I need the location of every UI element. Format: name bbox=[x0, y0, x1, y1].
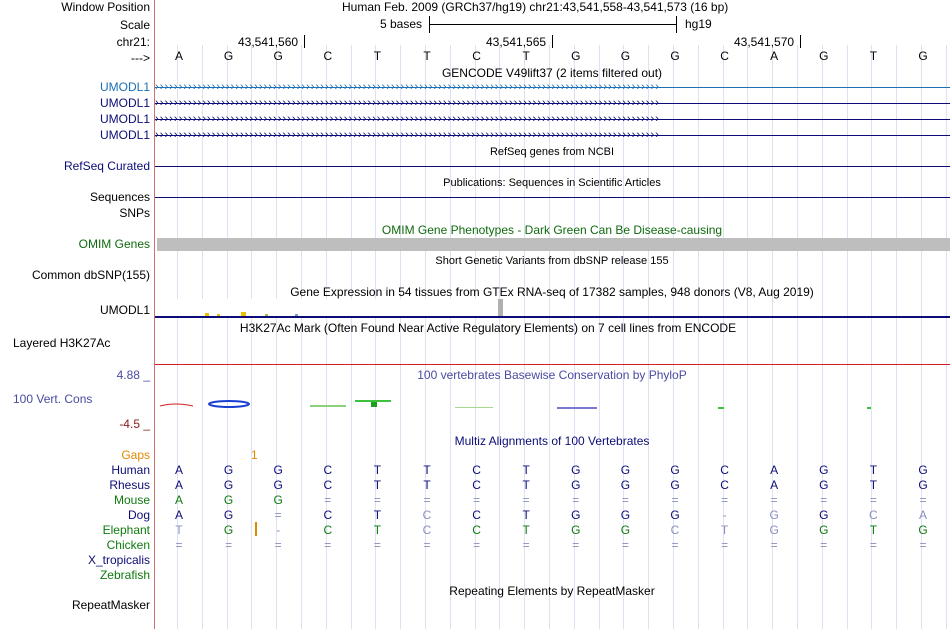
strand-arrows: › › › › › › › › › › › › › › › › › › › › › › › › › › › › › › › › › › › › › › › › › › › › › › › › › › › › › › › › › › › › › › › › › › › › › › › › › › › › › › › › › › › › › › › › › › › › › › › › › › › › › › › › › › › bbox=[155, 81, 658, 93]
alignment-base: G bbox=[670, 508, 680, 522]
strand-arrows: › › › › › › › › › › › › › › › › › › › › › › › › › › › › › › › › › › › › › › › › › › › › › › › › › › › › › › › › › › › › › › › › › › › › › › › › › › › › › › › › › › › › › › › › › › › › › › › › › › › › › › › › › › › bbox=[155, 113, 658, 125]
alignment-base: A bbox=[174, 463, 183, 477]
reference-base: T bbox=[522, 49, 530, 63]
alignment-base: C bbox=[472, 478, 481, 492]
alignment-base: = bbox=[820, 493, 828, 507]
gencode-item-label[interactable]: UMODL1 bbox=[99, 96, 150, 110]
alignment-base: T bbox=[720, 523, 729, 537]
alignment-base: = bbox=[225, 538, 233, 552]
alignment-base: = bbox=[373, 538, 381, 552]
refseq-gene-line[interactable] bbox=[155, 166, 950, 167]
phylop-signal[interactable] bbox=[155, 396, 950, 412]
alignment-base: C bbox=[720, 463, 729, 477]
reference-base: G bbox=[273, 49, 283, 63]
gencode-transcript[interactable] bbox=[155, 129, 950, 142]
alignment-base: T bbox=[522, 508, 530, 522]
species-label-human: Human bbox=[111, 463, 150, 477]
phylop-max-label: 4.88 _ bbox=[116, 368, 150, 382]
alignment-base: G bbox=[223, 463, 234, 477]
alignment-base: = bbox=[423, 493, 431, 507]
alignment-base: = bbox=[919, 493, 927, 507]
alignment-base: G bbox=[819, 463, 829, 477]
phylop-min-label: -4.5 _ bbox=[119, 417, 150, 431]
species-label-rhesus: Rhesus bbox=[109, 478, 150, 492]
alignment-base: G bbox=[819, 523, 829, 537]
alignment-base: G bbox=[620, 478, 631, 492]
scale-value: 5 bases bbox=[380, 17, 423, 31]
alignment-base: T bbox=[373, 523, 382, 537]
alignment-base: G bbox=[223, 523, 234, 537]
alignment-base: G bbox=[223, 478, 234, 492]
alignment-base: T bbox=[869, 478, 878, 492]
alignment-base: T bbox=[423, 463, 431, 477]
alignment-base: = bbox=[572, 493, 580, 507]
alignment-base: = bbox=[671, 493, 679, 507]
window-position-value: Human Feb. 2009 (GRCh37/hg19) chr21:43,541,558-43,541,573 (16 bp) bbox=[342, 0, 729, 14]
alignment-base: G bbox=[273, 478, 283, 492]
gaps-label: Gaps bbox=[121, 448, 150, 462]
alignment-base: A bbox=[174, 508, 183, 522]
scale-bar-right-tick bbox=[676, 16, 677, 33]
window-position-label: Window Position bbox=[61, 0, 150, 14]
ruler-position: 43,541,570 bbox=[734, 35, 795, 49]
omim-gene-bar[interactable] bbox=[157, 238, 950, 251]
alignment-base: G bbox=[769, 523, 779, 537]
alignment-base: = bbox=[274, 508, 282, 522]
refseq-side-label[interactable]: RefSeq Curated bbox=[63, 159, 150, 173]
h3k27ac-signal-line[interactable] bbox=[155, 364, 950, 365]
alignment-base: T bbox=[522, 463, 530, 477]
reference-base: A bbox=[770, 49, 779, 63]
alignment-base: = bbox=[274, 538, 282, 552]
alignment-base: = bbox=[373, 493, 381, 507]
alignment-base: = bbox=[473, 493, 481, 507]
phylop-track-title[interactable]: 100 vertebrates Basewise Conservation by PhyloP bbox=[417, 368, 687, 382]
alignment-base: = bbox=[869, 493, 877, 507]
chrom-label: chr21: bbox=[116, 35, 150, 49]
alignment-base: = bbox=[721, 538, 729, 552]
reference-base: T bbox=[373, 49, 382, 63]
alignment-base: G bbox=[620, 463, 631, 477]
reference-base: C bbox=[720, 49, 729, 63]
ruler-tick bbox=[304, 35, 305, 48]
alignment-base: = bbox=[522, 538, 530, 552]
alignment-base: T bbox=[522, 523, 530, 537]
gap-marker bbox=[255, 522, 257, 536]
h3k27ac-side-label[interactable]: Layered H3K27Ac bbox=[13, 336, 111, 350]
repeatmasker-track-title[interactable]: Repeating Elements by RepeatMasker bbox=[449, 584, 655, 598]
alignment-base: G bbox=[769, 508, 779, 522]
alignment-base: G bbox=[571, 508, 581, 522]
alignment-base: C bbox=[323, 523, 333, 537]
alignment-base: C bbox=[670, 523, 680, 537]
species-label-elephant: Elephant bbox=[102, 523, 150, 537]
alignment-base: T bbox=[522, 478, 530, 492]
alignment-base: C bbox=[472, 508, 481, 522]
alignment-base: G bbox=[571, 478, 581, 492]
alignment-base: = bbox=[820, 538, 828, 552]
alignment-base: G bbox=[670, 463, 680, 477]
species-label-chicken: Chicken bbox=[106, 538, 150, 552]
reference-base: T bbox=[423, 49, 431, 63]
alignment-base: T bbox=[869, 463, 878, 477]
publications-line[interactable] bbox=[155, 197, 950, 198]
alignment-base: = bbox=[324, 538, 332, 552]
alignment-base: A bbox=[770, 478, 779, 492]
reference-base: A bbox=[174, 49, 183, 63]
reference-base: G bbox=[918, 49, 928, 63]
gencode-transcript[interactable] bbox=[155, 113, 950, 126]
species-label-mouse: Mouse bbox=[113, 493, 150, 507]
alignment-base: - bbox=[722, 508, 727, 522]
alignment-base: T bbox=[175, 523, 183, 537]
gtex-track-title[interactable]: Gene Expression in 54 tissues from GTEx RNA-seq of 17382 samples, 948 donors (V8, Aug 2019) bbox=[290, 285, 814, 299]
alignment-base: = bbox=[869, 538, 877, 552]
alignment-base: - bbox=[276, 523, 281, 537]
alignment-base: T bbox=[373, 508, 382, 522]
gtex-expression-bars[interactable] bbox=[155, 299, 950, 319]
h3k27ac-track-title[interactable]: H3K27Ac Mark (Often Found Near Active Regulatory Elements) on 7 cell lines from ENCODE bbox=[239, 321, 737, 335]
snps-side-label[interactable]: SNPs bbox=[119, 206, 150, 220]
gencode-transcript[interactable] bbox=[155, 81, 950, 94]
ruler-tick bbox=[800, 35, 801, 48]
alignment-base: G bbox=[620, 523, 631, 537]
ruler-tick bbox=[552, 35, 553, 48]
alignment-base: T bbox=[423, 478, 431, 492]
gencode-item-label[interactable]: UMODL1 bbox=[99, 112, 150, 126]
alignment-base: = bbox=[721, 493, 729, 507]
alignment-base: G bbox=[571, 523, 581, 537]
publications-side-label[interactable]: Sequences bbox=[89, 190, 150, 204]
species-label-x-tropicalis: X_tropicalis bbox=[87, 553, 150, 567]
alignment-base: = bbox=[919, 538, 927, 552]
alignment-base: G bbox=[620, 508, 631, 522]
dbsnp-side-label[interactable]: Common dbSNP(155) bbox=[31, 268, 150, 282]
alignment-base: G bbox=[273, 463, 283, 477]
alignment-base: A bbox=[174, 478, 183, 492]
alignment-base: = bbox=[324, 493, 332, 507]
alignment-base: = bbox=[473, 538, 481, 552]
alignment-base: A bbox=[918, 508, 927, 522]
dbsnp-track-title[interactable]: Short Genetic Variants from dbSNP release 155 bbox=[435, 255, 669, 267]
reference-base: G bbox=[223, 49, 234, 63]
alignment-base: = bbox=[522, 493, 530, 507]
reference-base: G bbox=[819, 49, 829, 63]
gap-marker: 1 bbox=[251, 448, 258, 462]
alignment-base: = bbox=[175, 538, 183, 552]
alignment-base: T bbox=[373, 478, 382, 492]
omim-track-title[interactable]: OMIM Gene Phenotypes - Dark Green Can Be Disease-causing bbox=[381, 223, 723, 237]
gtex-side-label[interactable]: UMODL1 bbox=[99, 303, 150, 317]
reference-sequence bbox=[155, 50, 950, 64]
publications-track-title[interactable]: Publications: Sequences in Scientific Articles bbox=[443, 177, 661, 189]
alignment-base: G bbox=[819, 508, 829, 522]
strand-arrows: › › › › › › › › › › › › › › › › › › › › › › › › › › › › › › › › › › › › › › › › › › › › › › › › › › › › › › › › › › › › › › › › › › › › › › › › › › › › › › › › › › › › › › › › › › › › › › › › › › › › › › › › › › › bbox=[155, 129, 658, 141]
alignment-base: G bbox=[819, 478, 829, 492]
ruler-position: 43,541,560 bbox=[238, 35, 299, 49]
refseq-track-title[interactable]: RefSeq genes from NCBI bbox=[489, 146, 615, 158]
alignment-base: G bbox=[918, 463, 928, 477]
alignment-base: C bbox=[472, 523, 481, 537]
phylop-side-label[interactable]: 100 Vert. Cons bbox=[13, 392, 93, 406]
scale-label: Scale bbox=[119, 18, 150, 32]
alignment-base: G bbox=[273, 493, 283, 507]
alignment-base: = bbox=[671, 538, 679, 552]
alignment-base: C bbox=[323, 478, 333, 492]
repeatmasker-side-label[interactable]: RepeatMasker bbox=[71, 598, 150, 612]
reference-base: G bbox=[571, 49, 581, 63]
alignment-base: A bbox=[770, 463, 779, 477]
scale-assembly: hg19 bbox=[685, 17, 712, 31]
omim-side-label[interactable]: OMIM Genes bbox=[78, 237, 150, 251]
alignment-base: G bbox=[571, 463, 581, 477]
reference-base: C bbox=[472, 49, 481, 63]
species-label-zebrafish: Zebrafish bbox=[99, 568, 150, 582]
alignment-base: = bbox=[621, 538, 629, 552]
alignment-base: C bbox=[472, 463, 481, 477]
scale-bar bbox=[429, 24, 677, 25]
alignment-base: = bbox=[770, 538, 778, 552]
reference-base: C bbox=[323, 49, 333, 63]
gencode-transcript[interactable] bbox=[155, 97, 950, 110]
alignment-base: = bbox=[572, 538, 580, 552]
alignment-base: T bbox=[869, 523, 878, 537]
track-data-area[interactable] bbox=[155, 0, 950, 629]
reference-base: G bbox=[670, 49, 680, 63]
alignment-base: G bbox=[918, 478, 928, 492]
alignment-base: G bbox=[223, 508, 234, 522]
ruler-position: 43,541,565 bbox=[486, 35, 547, 49]
alignment-base: = bbox=[621, 493, 629, 507]
gencode-track-title[interactable]: GENCODE V49lift37 (2 items filtered out) bbox=[441, 66, 663, 80]
reference-base: G bbox=[620, 49, 631, 63]
gencode-item-label[interactable]: UMODL1 bbox=[99, 80, 150, 94]
alignment-base: G bbox=[670, 478, 680, 492]
alignment-base: G bbox=[223, 493, 234, 507]
species-label-dog: Dog bbox=[127, 508, 150, 522]
strand-arrow-label: ---> bbox=[131, 51, 150, 65]
alignment-base: C bbox=[869, 508, 878, 522]
alignment-base: C bbox=[422, 523, 432, 537]
alignment-base: C bbox=[720, 478, 729, 492]
alignment-base: = bbox=[423, 538, 431, 552]
alignment-base: A bbox=[174, 493, 183, 507]
multiz-track-title[interactable]: Multiz Alignments of 100 Vertebrates bbox=[454, 434, 650, 448]
alignment-base: C bbox=[422, 508, 432, 522]
reference-base: T bbox=[869, 49, 878, 63]
alignment-base: G bbox=[918, 523, 928, 537]
gencode-item-label[interactable]: UMODL1 bbox=[99, 128, 150, 142]
alignment-base: T bbox=[373, 463, 382, 477]
track-labels-column bbox=[0, 0, 155, 629]
strand-arrows: › › › › › › › › › › › › › › › › › › › › › › › › › › › › › › › › › › › › › › › › › › › › › › › › › › › › › › › › › › › › › › › › › › › › › › › › › › › › › › › › › › › › › › › › › › › › › › › › › › › › › › › › › › › bbox=[155, 97, 658, 109]
alignment-base: C bbox=[323, 508, 333, 522]
alignment-base: = bbox=[770, 493, 778, 507]
alignment-base: C bbox=[323, 463, 333, 477]
